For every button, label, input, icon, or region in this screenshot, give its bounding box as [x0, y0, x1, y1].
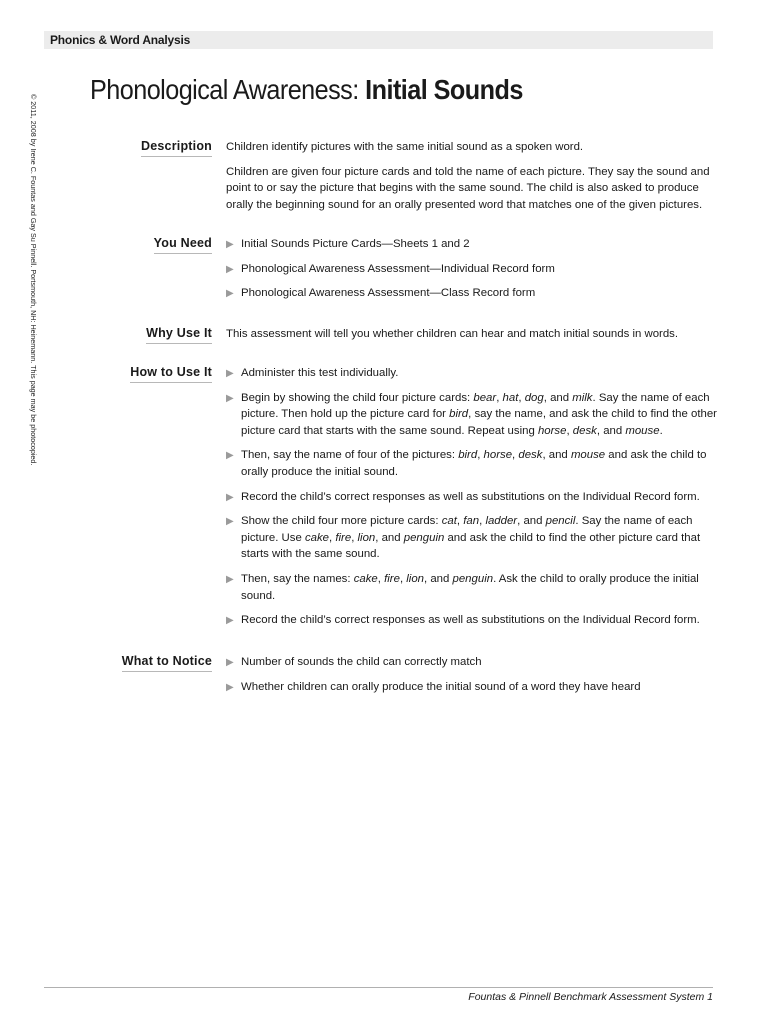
why-use-it-content: [226, 326, 721, 351]
step-text-part: ,: [329, 531, 336, 544]
step-text-part: , and: [375, 531, 404, 544]
description-label: Description: [141, 139, 212, 157]
picture-word: penguin: [452, 572, 494, 585]
how-to-step-text: [241, 515, 700, 560]
bullet-arrow-icon: ▶: [226, 239, 234, 250]
how-to-use-it-label: How to Use It: [130, 365, 212, 383]
picture-word: fan: [463, 515, 480, 528]
how-to-step-text: [241, 392, 717, 437]
step-text-part: , and: [542, 449, 571, 462]
picture-word: penguin: [403, 531, 445, 544]
picture-word: ladder: [485, 515, 518, 528]
how-to-use-it-content: [226, 365, 721, 637]
bullet-arrow-icon: ▶: [226, 657, 234, 668]
you-need-item: [226, 261, 721, 278]
picture-word: bird: [458, 449, 478, 462]
how-to-step-text: [241, 573, 699, 602]
picture-word: cat: [441, 515, 457, 528]
step-text-part: , say the name, and ask the child to find the other picture card that starts with the same sound. Repeat using: [241, 408, 717, 437]
bullet-arrow-icon: ▶: [226, 615, 234, 627]
description-para-2: Children are given four picture cards and told the name of each picture. They say the sound and point to or say the picture that begins with the same sound. The child is also asked to produce orally the beginning sound for an orally presented word that matches one of the given pictures.: [226, 165, 710, 211]
step-text-part: ,: [479, 515, 486, 528]
bullet-arrow-icon: ▶: [226, 681, 234, 693]
bullet-arrow-icon: ▶: [226, 450, 234, 462]
picture-word: mouse: [570, 449, 606, 462]
step-text-part: ,: [351, 531, 358, 544]
step-text-part: . Say the name of each picture. Then hold up the picture card for: [241, 391, 710, 421]
step-text-part: ,: [377, 572, 385, 585]
how-to-step-text: Record the child’s correct responses as well as substitutions on the Individual Record form.: [241, 490, 700, 503]
section-label: Phonics & Word Analysis: [50, 33, 191, 47]
step-text-part: , and: [543, 391, 573, 404]
step-text-part: Then, say the name of four of the pictures:: [241, 449, 459, 462]
page-title-emphasis: Initial Sounds: [365, 74, 523, 105]
how-to-step: [226, 489, 721, 506]
step-text-part: ,: [512, 449, 519, 462]
picture-word: bear: [473, 391, 497, 404]
step-text-part: and ask the child to find the other picture card that starts with the same sound.: [241, 531, 701, 561]
picture-word: cake: [353, 572, 378, 585]
step-text-part: ,: [518, 391, 525, 404]
step-text-part: , and: [424, 572, 453, 585]
why-use-it-text: This assessment will tell you whether children can hear and match initial sounds in words.: [226, 328, 679, 340]
bullet-arrow-icon: ▶: [226, 573, 234, 585]
copyright-notice: © 2011, 2008 by Irene C. Fountas and Gay Su Pinnell. Portsmouth, NH: Heinemann. This page may be photocopied.: [29, 94, 38, 466]
how-to-step: [226, 390, 721, 440]
picture-word: horse: [537, 424, 567, 437]
picture-word: mouse: [625, 424, 660, 437]
picture-word: fire: [335, 531, 352, 544]
notice-item: [226, 679, 721, 696]
picture-word: pencil: [545, 515, 576, 528]
step-text-part: and ask the child to orally produce the initial sound.: [241, 449, 707, 478]
picture-word: horse: [483, 449, 513, 462]
how-to-step-text: Administer this test individually.: [241, 367, 399, 379]
step-text-part: . Ask the child to orally produce the initial sound.: [241, 572, 699, 602]
what-to-notice-content: [226, 654, 721, 703]
picture-word: desk: [518, 449, 543, 462]
picture-word: cake: [304, 531, 330, 544]
what-to-notice-list: [226, 654, 721, 695]
bullet-arrow-icon: ▶: [226, 368, 234, 379]
step-text-part: . Say the name of each picture. Use: [241, 515, 693, 544]
bullet-arrow-icon: ▶: [226, 263, 234, 275]
page-title-main: Phonological Awareness:: [90, 74, 366, 105]
you-need-list: [226, 236, 721, 302]
step-text-part: ,: [566, 424, 573, 437]
step-text-part: ,: [456, 515, 464, 528]
you-need-item-text: Initial Sounds Picture Cards—Sheets 1 and 2: [241, 238, 470, 250]
bullet-arrow-icon: ▶: [226, 516, 234, 528]
picture-word: dog: [524, 391, 544, 404]
how-to-step: [226, 365, 721, 382]
picture-word: fire: [384, 572, 400, 585]
picture-word: desk: [572, 424, 597, 437]
notice-item: [226, 654, 721, 671]
step-text-part: , and: [517, 515, 546, 528]
step-text-part: , and: [596, 424, 626, 437]
picture-word: lion: [357, 531, 376, 544]
how-to-step: [226, 513, 721, 563]
how-to-step: [226, 612, 721, 629]
picture-word: hat: [502, 391, 519, 404]
picture-word: lion: [406, 572, 425, 585]
why-use-it-label: Why Use It: [146, 326, 212, 344]
description-para-1: Children identify pictures with the same initial sound as a spoken word.: [226, 141, 584, 153]
step-text-part: ,: [477, 449, 484, 462]
step-text-part: Then, say the names:: [241, 572, 354, 585]
picture-word: milk: [572, 391, 593, 404]
step-text-part: Show the child four more picture cards:: [241, 515, 442, 528]
how-to-step: [226, 571, 721, 604]
notice-item-text: Whether children can orally produce the initial sound of a word they have heard: [241, 680, 641, 693]
bullet-arrow-icon: ▶: [226, 288, 234, 300]
you-need-item-text: Phonological Awareness Assessment—Individual Record form: [241, 262, 555, 275]
how-to-step: [226, 447, 721, 480]
you-need-item: [226, 285, 721, 302]
bullet-arrow-icon: ▶: [226, 491, 234, 503]
bullet-arrow-icon: ▶: [226, 392, 234, 404]
footer-rule: [44, 987, 713, 988]
step-text-part: Begin by showing the child four picture cards:: [241, 391, 474, 404]
picture-word: bird: [449, 408, 469, 421]
how-to-step-text: Record the child’s correct responses as well as substitutions on the Individual Record form.: [241, 614, 700, 627]
you-need-content: [226, 236, 721, 310]
page-title: [90, 74, 523, 106]
notice-item-text: Number of sounds the child can correctly match: [241, 656, 482, 668]
step-text-part: ,: [399, 572, 407, 585]
step-text-part: ,: [496, 391, 503, 404]
you-need-item: [226, 236, 721, 253]
description-content: [226, 139, 721, 221]
footer-text: Fountas & Pinnell Benchmark Assessment System 1: [468, 991, 713, 1003]
you-need-item-text: Phonological Awareness Assessment—Class Record form: [241, 287, 536, 300]
how-to-use-it-list: [226, 365, 721, 629]
step-text-part: .: [659, 424, 663, 437]
what-to-notice-label: What to Notice: [122, 654, 212, 672]
you-need-label: You Need: [154, 236, 212, 254]
how-to-step-text: [241, 449, 706, 478]
